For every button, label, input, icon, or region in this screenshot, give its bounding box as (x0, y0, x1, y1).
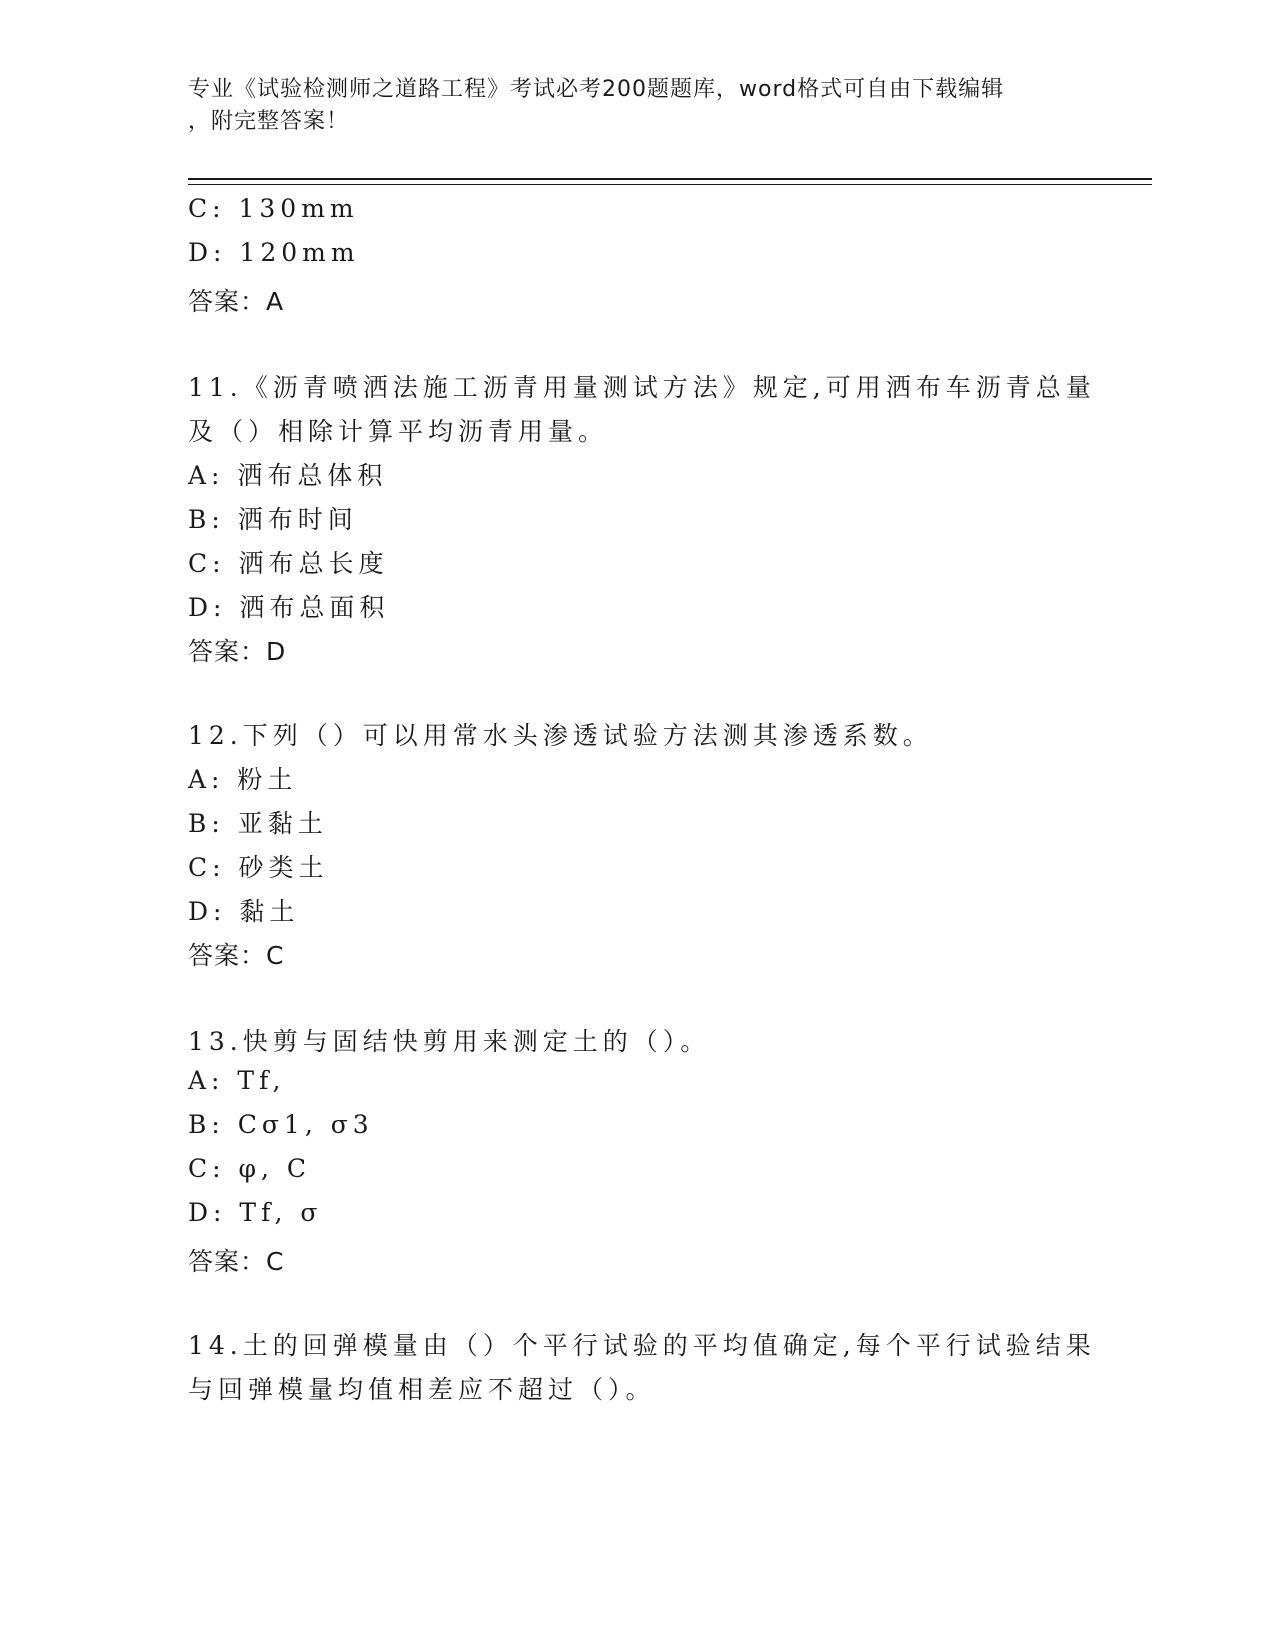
question-11-option-a: A: 洒布总体积 (188, 461, 388, 490)
question-13-stem: 13.快剪与固结快剪用来测定土的（）。 (188, 1027, 711, 1056)
header-divider-thin (188, 184, 1152, 185)
header-title-line1: 专业《试验检测师之道路工程》考试必考200题题库，word格式可自由下载编辑 (188, 77, 1005, 102)
document-header (188, 74, 1088, 138)
question-13-option-c: C: φ, C (188, 1154, 312, 1183)
question-13-option-b: B: Cσ1, σ3 (188, 1110, 374, 1139)
question-13-answer: 答案：C (188, 1247, 285, 1276)
question-11-stem-cont: 及（）相除计算平均沥青用量。 (188, 417, 609, 446)
question-12-option-b: B: 亚黏土 (188, 809, 328, 838)
question-14-stem: 14.土的回弹模量由（）个平行试验的平均值确定,每个平行试验结果 (188, 1331, 1096, 1360)
option-c: C: 130mm (188, 194, 359, 223)
question-14-stem-cont: 与回弹模量均值相差应不超过（）。 (188, 1375, 656, 1404)
question-11-option-d: D: 洒布总面积 (188, 593, 390, 622)
question-13-option-a: A: Tf, (188, 1066, 286, 1095)
question-11-answer: 答案：D (188, 637, 287, 666)
option-d: D: 120mm (188, 238, 360, 267)
question-12-option-d: D: 黏土 (188, 897, 300, 926)
question-12-stem: 12.下列（）可以用常水头渗透试验方法测其渗透系数。 (188, 721, 933, 750)
question-13-option-d: D: Tf, σ (188, 1198, 323, 1227)
question-12-option-c: C: 砂类土 (188, 853, 329, 882)
header-divider-thick (188, 178, 1152, 180)
question-12-answer: 答案：C (188, 941, 285, 970)
header-title-line2: ，附完整答案！ (188, 109, 350, 134)
question-12-option-a: A: 粉土 (188, 765, 298, 794)
answer: 答案：A (188, 287, 285, 316)
question-11-option-b: B: 洒布时间 (188, 505, 358, 534)
question-11-stem: 11.《沥青喷洒法施工沥青用量测试方法》规定,可用洒布车沥青总量 (188, 373, 1096, 402)
question-11-option-c: C: 洒布总长度 (188, 549, 389, 578)
